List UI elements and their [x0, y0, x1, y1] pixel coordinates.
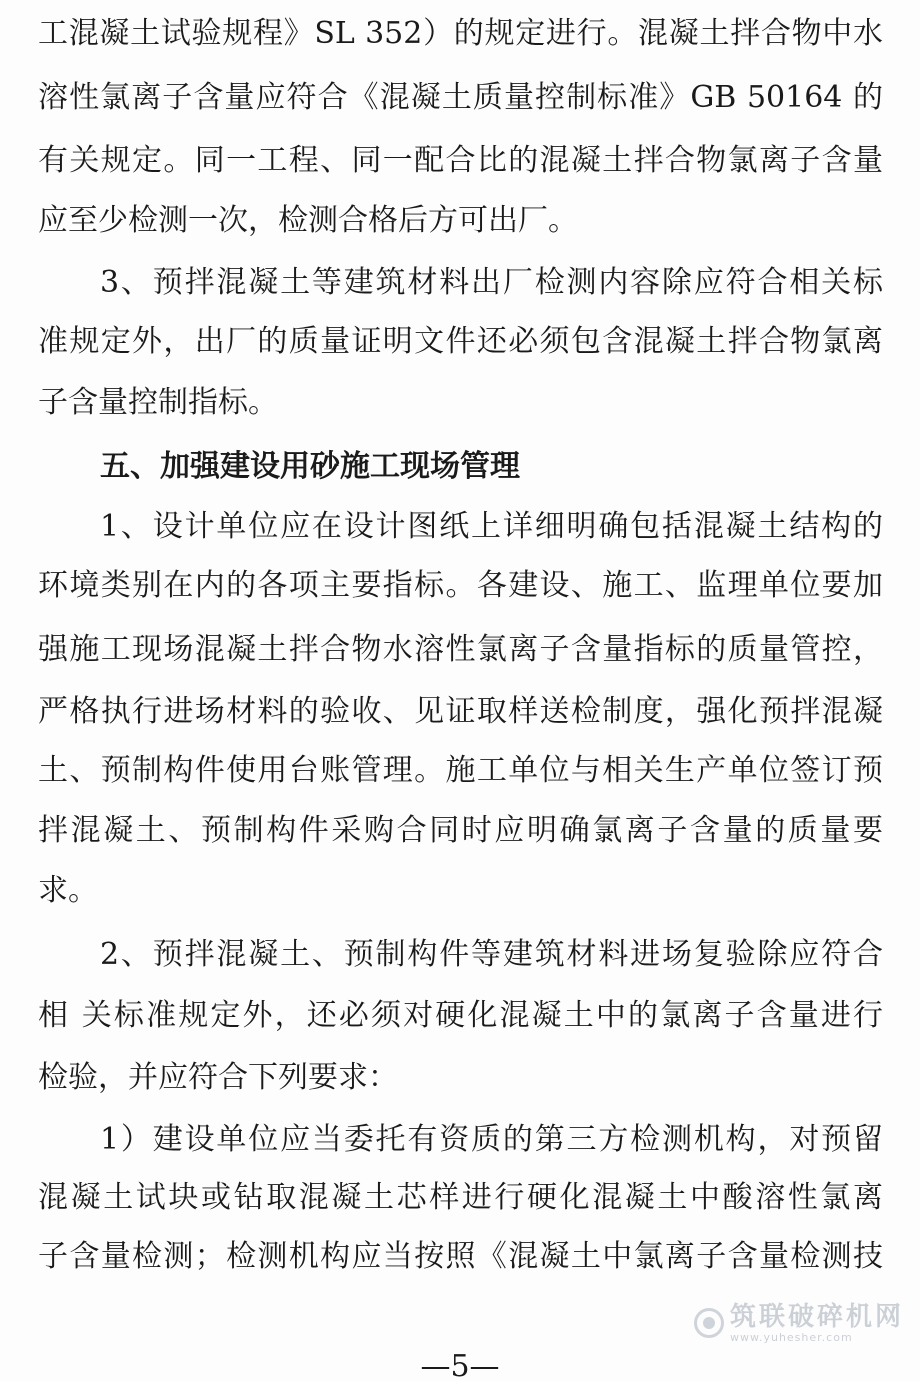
- paragraph-line: 强施工现场混凝土拌合物水溶性氯离子含量指标的质量管控，: [38, 632, 883, 667]
- watermark-url: www.yuhesher.com: [729, 1330, 853, 1344]
- paragraph-line: 工混凝土试验规程》SL 352）的规定进行。混凝土拌合物中水: [38, 16, 883, 51]
- watermark-text: [729, 1301, 904, 1344]
- watermark-logo-icon: [694, 1308, 724, 1338]
- paragraph-line: 子含量控制指标。: [38, 385, 278, 420]
- page-number: —5—: [420, 1352, 500, 1381]
- paragraph-line: 准规定外，出厂的质量证明文件还必须包含混凝土拌合物氯离: [38, 324, 883, 359]
- paragraph-line: 2、预拌混凝土、预制构件等建筑材料进场复验除应符合: [100, 937, 883, 972]
- paragraph-line: 1）建设单位应当委托有资质的第三方检测机构，对预留: [100, 1122, 883, 1157]
- paragraph-line: 严格执行进场材料的验收、见证取样送检制度，强化预拌混凝: [38, 694, 883, 729]
- paragraph-line: 有关规定。同一工程、同一配合比的混凝土拌合物氯离子含量: [38, 143, 883, 178]
- section-heading: 五、加强建设用砂施工现场管理: [100, 449, 520, 484]
- paragraph-line: 溶性氯离子含量应符合《混凝土质量控制标准》GB 50164 的: [38, 80, 883, 115]
- watermark-name: 筑联破碎机网: [729, 1301, 904, 1332]
- paragraph-line: 求。: [38, 873, 98, 908]
- paragraph-line: 拌混凝土、预制构件采购合同时应明确氯离子含量的质量要: [38, 813, 883, 848]
- paragraph-line: 应至少检测一次，检测合格后方可出厂。: [38, 203, 578, 238]
- paragraph-line: 混凝土试块或钻取混凝土芯样进行硬化混凝土中酸溶性氯离: [38, 1180, 883, 1215]
- paragraph-line: 子含量检测；检测机构应当按照《混凝土中氯离子含量检测技: [38, 1239, 883, 1274]
- paragraph-line: 土、预制构件使用台账管理。施工单位与相关生产单位签订预: [38, 753, 883, 788]
- paragraph-line: 1、设计单位应在设计图纸上详细明确包括混凝土结构的: [100, 509, 883, 544]
- paragraph-line: 相 关标准规定外，还必须对硬化混凝土中的氯离子含量进行: [38, 998, 883, 1033]
- watermark: [694, 1301, 904, 1344]
- paragraph-line: 检验，并应符合下列要求：: [38, 1060, 398, 1095]
- paragraph-line: 3、预拌混凝土等建筑材料出厂检测内容除应符合相关标: [100, 265, 883, 300]
- paragraph-line: 环境类别在内的各项主要指标。各建设、施工、监理单位要加: [38, 568, 883, 603]
